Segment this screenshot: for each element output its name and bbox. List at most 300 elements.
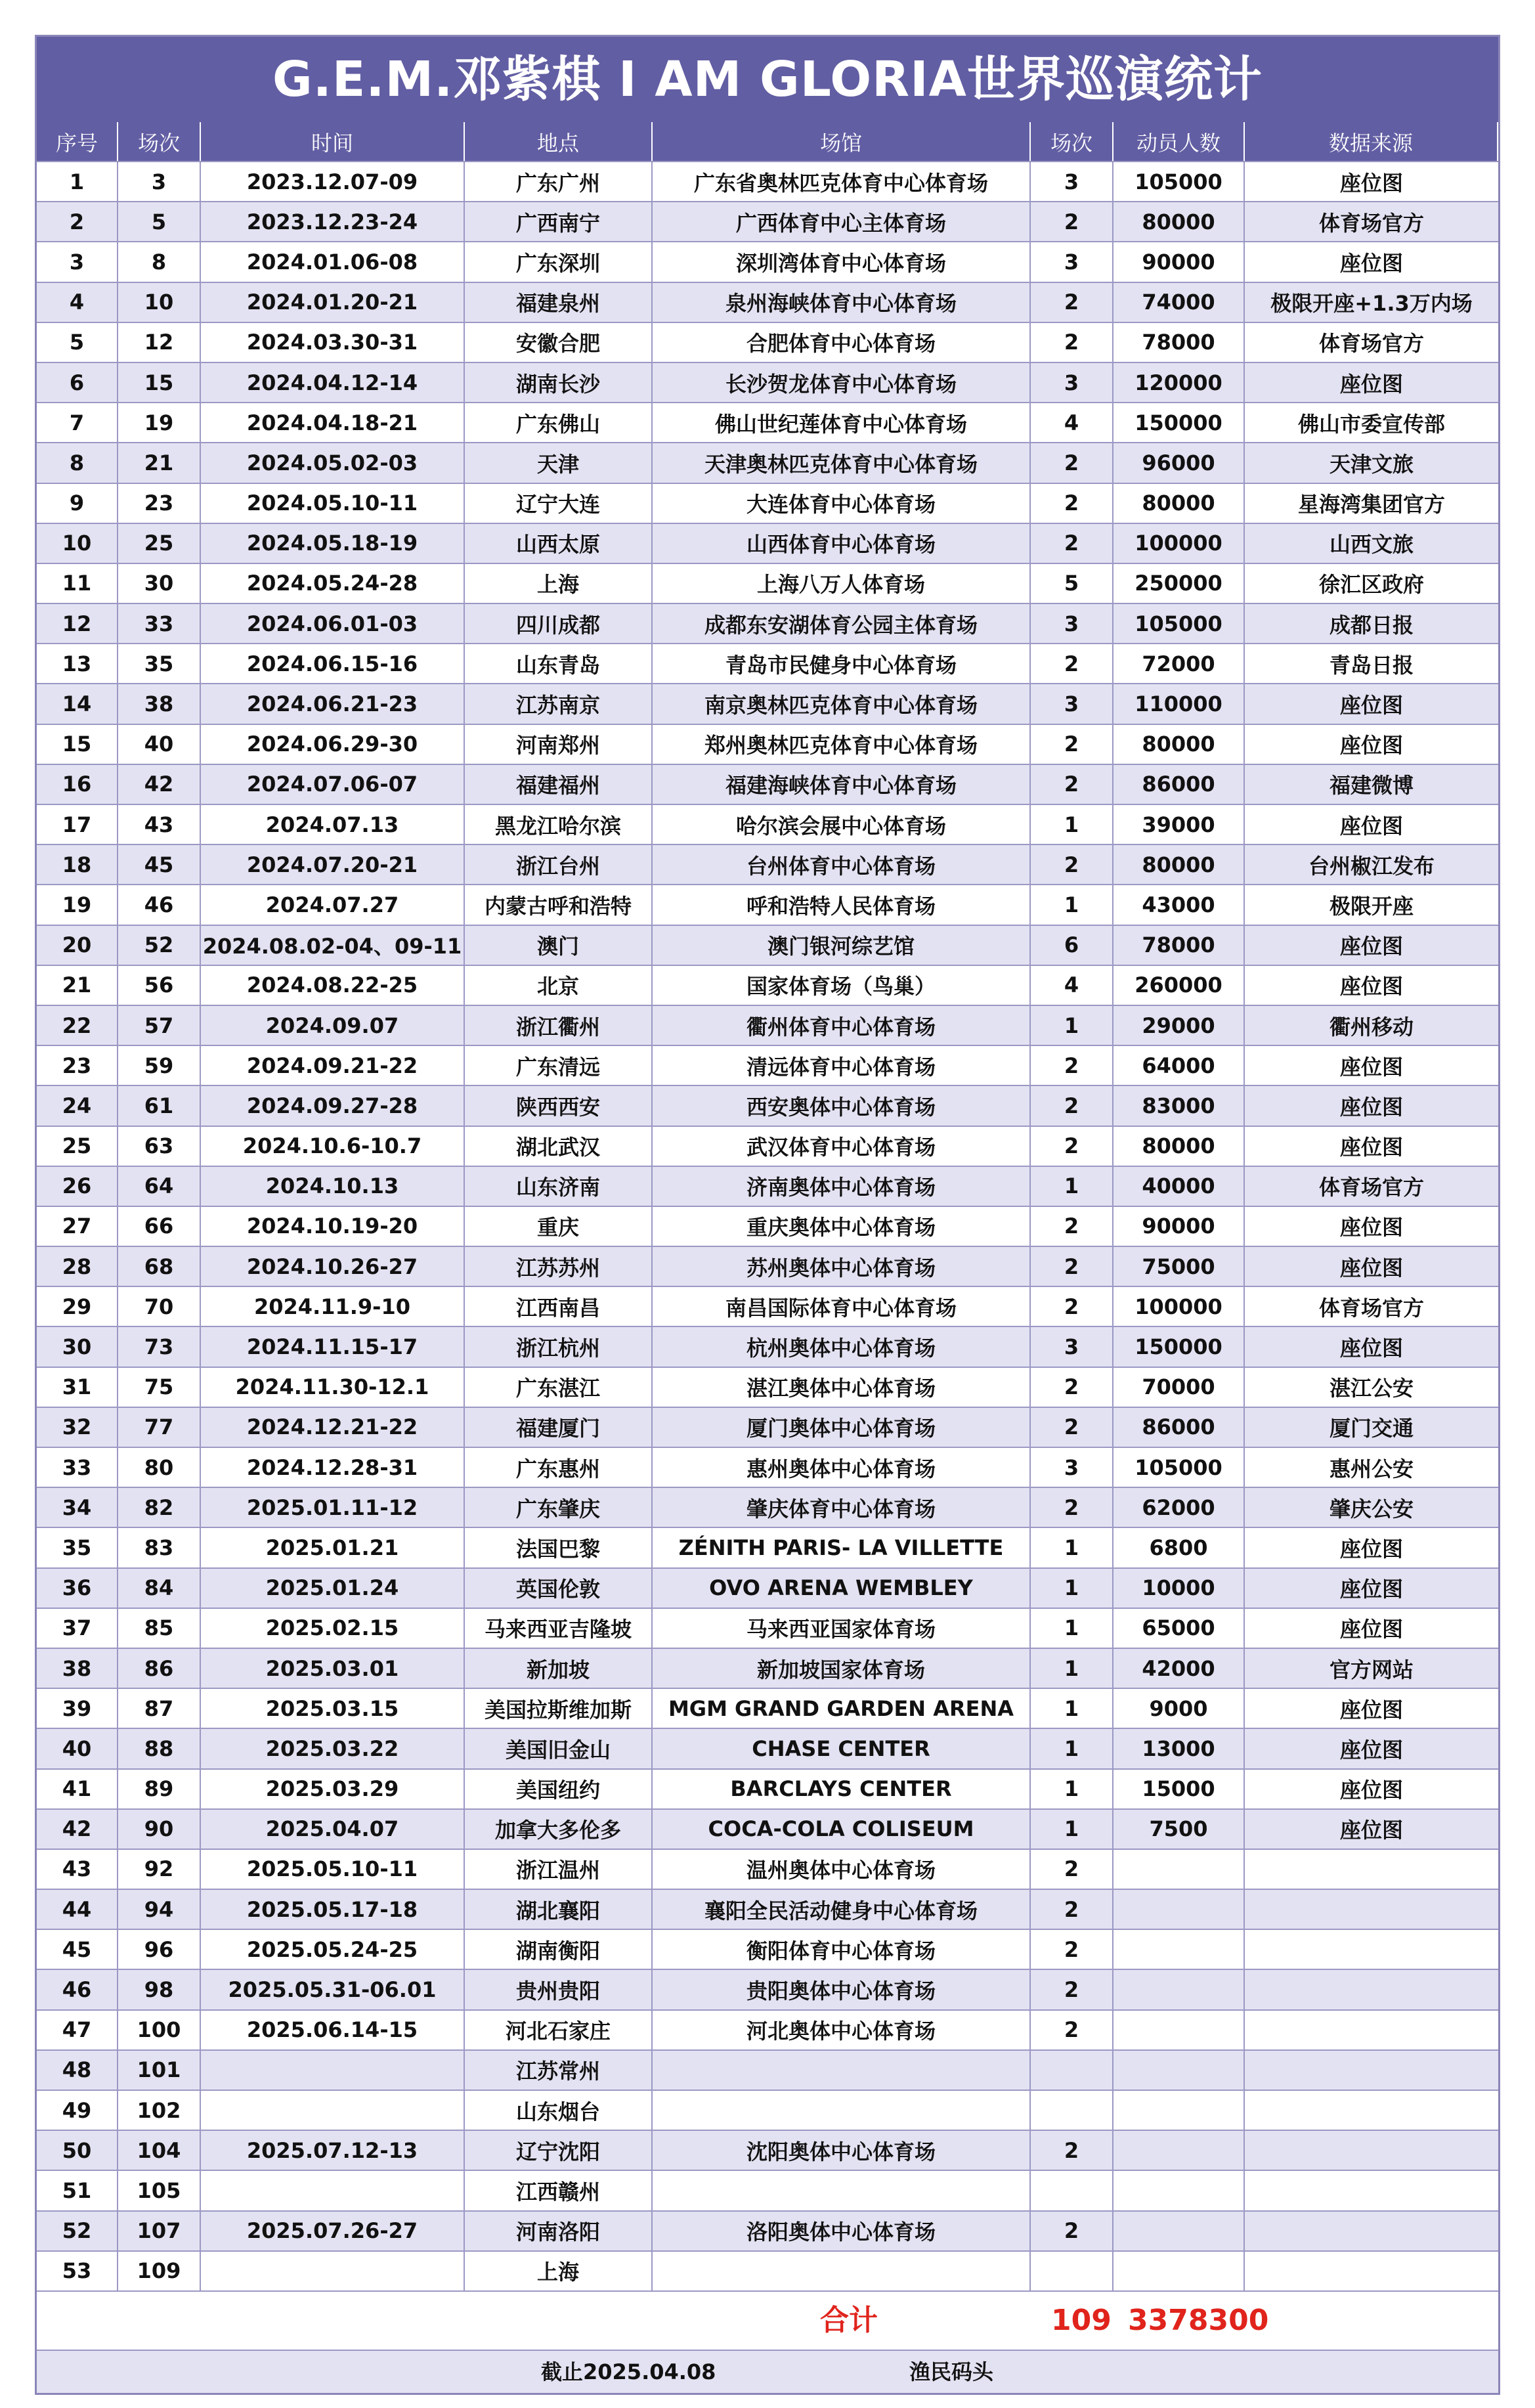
cell-index: 35 bbox=[37, 1528, 118, 1567]
cell-date: 2025.01.11-12 bbox=[201, 1488, 465, 1527]
cell-date: 2024.06.01-03 bbox=[201, 604, 465, 643]
cell-index: 29 bbox=[37, 1287, 118, 1326]
cell-show-number: 89 bbox=[118, 1770, 201, 1808]
cell-show-number: 19 bbox=[118, 403, 201, 442]
cell-venue: 合肥体育中心体育场 bbox=[653, 323, 1031, 362]
cell-source: 座位图 bbox=[1339, 934, 1403, 959]
cell-location: 内蒙古呼和浩特 bbox=[465, 885, 653, 924]
cell-shows: 1 bbox=[1031, 1729, 1113, 1768]
cell-index: 37 bbox=[37, 1609, 118, 1648]
cell-date: 2025.03.15 bbox=[201, 1689, 465, 1728]
cell-index: 17 bbox=[37, 805, 118, 844]
cell-date: 2024.07.13 bbox=[201, 805, 465, 844]
table-row bbox=[37, 1166, 1498, 1206]
table-row bbox=[37, 362, 1498, 402]
cell-date: 2024.09.07 bbox=[201, 1006, 465, 1045]
cell-date bbox=[201, 2091, 465, 2130]
cell-index: 22 bbox=[37, 1006, 118, 1045]
cell-shows: 2 bbox=[1031, 323, 1113, 362]
table-header-row bbox=[37, 122, 1498, 161]
cell-index: 45 bbox=[37, 1930, 118, 1969]
cell-location: 湖南衡阳 bbox=[465, 1930, 653, 1969]
cell-index: 52 bbox=[37, 2212, 118, 2250]
cell-shows: 3 bbox=[1031, 1448, 1113, 1487]
cell-show-number: 77 bbox=[118, 1408, 201, 1447]
cell-show-number: 73 bbox=[118, 1327, 201, 1366]
table-row bbox=[37, 1728, 1498, 1768]
table-row bbox=[37, 1969, 1498, 2009]
cell-location: 福建泉州 bbox=[465, 283, 653, 322]
cell-shows: 2 bbox=[1031, 202, 1113, 241]
cell-attendance: 150000 bbox=[1113, 403, 1245, 442]
cell-attendance bbox=[1113, 2051, 1245, 2090]
cell-show-number: 10 bbox=[118, 283, 201, 322]
cell-source: 座位图 bbox=[1339, 1778, 1403, 1803]
cell-date: 2024.05.10-11 bbox=[201, 484, 465, 523]
cell-venue: COCA-COLA COLISEUM bbox=[653, 1810, 1031, 1849]
cell-shows: 1 bbox=[1031, 1528, 1113, 1567]
cell-index: 7 bbox=[37, 403, 118, 442]
table-row bbox=[37, 965, 1498, 1005]
cell-source: 衢州移动 bbox=[1329, 1014, 1414, 1040]
cell-location: 山东青岛 bbox=[465, 644, 653, 683]
cell-venue: 郑州奥林匹克体育中心体育场 bbox=[653, 725, 1031, 764]
cell-show-number: 86 bbox=[118, 1649, 201, 1688]
cell-location: 广西南宁 bbox=[465, 202, 653, 241]
cell-show-number: 63 bbox=[118, 1127, 201, 1166]
cell-shows: 2 bbox=[1031, 1287, 1113, 1326]
table-row bbox=[37, 1126, 1498, 1166]
cell-shows: 1 bbox=[1031, 1569, 1113, 1608]
cell-shows: 3 bbox=[1031, 162, 1113, 201]
cell-source: 座位图 bbox=[1339, 1054, 1403, 1080]
cell-attendance: 260000 bbox=[1113, 966, 1245, 1005]
cell-show-number: 59 bbox=[118, 1046, 201, 1085]
cell-venue: 苏州奥体中心体育场 bbox=[653, 1247, 1031, 1286]
cell-show-number: 82 bbox=[118, 1488, 201, 1527]
cell-source: 座位图 bbox=[1339, 813, 1403, 839]
cell-shows bbox=[1031, 2091, 1113, 2130]
cell-date: 2024.04.12-14 bbox=[201, 363, 465, 402]
cell-location: 美国旧金山 bbox=[465, 1729, 653, 1768]
cell-index: 21 bbox=[37, 966, 118, 1005]
cell-venue: 衢州体育中心体育场 bbox=[653, 1006, 1031, 1045]
cell-source: 厦门交通 bbox=[1329, 1416, 1414, 1441]
cell-source: 山西文旅 bbox=[1329, 532, 1414, 558]
cell-attendance: 9000 bbox=[1113, 1689, 1245, 1728]
cell-attendance: 100000 bbox=[1113, 524, 1245, 563]
cell-source: 福建微博 bbox=[1329, 773, 1414, 799]
table-row bbox=[37, 2170, 1498, 2210]
cell-show-number: 43 bbox=[118, 805, 201, 844]
cell-location: 浙江杭州 bbox=[465, 1327, 653, 1366]
cell-date: 2024.01.20-21 bbox=[201, 283, 465, 322]
cell-location: 江苏苏州 bbox=[465, 1247, 653, 1286]
cell-source bbox=[1245, 1970, 1498, 2009]
cell-show-number: 87 bbox=[118, 1689, 201, 1728]
cell-attendance: 62000 bbox=[1113, 1488, 1245, 1527]
cell-venue: 河北奥体中心体育场 bbox=[653, 2011, 1031, 2049]
cell-date: 2024.10.13 bbox=[201, 1167, 465, 1206]
cell-source bbox=[1245, 2252, 1498, 2290]
cell-venue: 武汉体育中心体育场 bbox=[653, 1127, 1031, 1166]
cell-shows: 3 bbox=[1031, 363, 1113, 402]
cell-source: 体育场官方 bbox=[1318, 1175, 1424, 1200]
cell-source bbox=[1245, 2091, 1498, 2130]
table-body bbox=[37, 161, 1498, 2290]
cell-shows: 2 bbox=[1031, 765, 1113, 804]
cell-attendance: 72000 bbox=[1113, 644, 1245, 683]
cell-show-number: 57 bbox=[118, 1006, 201, 1045]
cell-date: 2024.10.26-27 bbox=[201, 1247, 465, 1286]
cell-show-number: 40 bbox=[118, 725, 201, 764]
cell-date: 2024.07.20-21 bbox=[201, 845, 465, 884]
cell-location: 法国巴黎 bbox=[465, 1528, 653, 1567]
cell-date bbox=[201, 2252, 465, 2290]
cell-location: 广东清远 bbox=[465, 1046, 653, 1085]
cell-location: 湖北武汉 bbox=[465, 1127, 653, 1166]
header-show-number: 场次 bbox=[118, 122, 201, 161]
cell-source bbox=[1245, 1930, 1498, 1969]
cell-show-number: 8 bbox=[118, 242, 201, 281]
cell-index: 11 bbox=[37, 564, 118, 603]
cell-shows: 3 bbox=[1031, 684, 1113, 723]
cell-location: 重庆 bbox=[465, 1207, 653, 1246]
cell-show-number: 101 bbox=[118, 2051, 201, 2090]
cell-venue: 西安奥体中心体育场 bbox=[653, 1086, 1031, 1125]
cell-shows: 3 bbox=[1031, 1327, 1113, 1366]
cell-venue: 新加坡国家体育场 bbox=[653, 1649, 1031, 1688]
table-row bbox=[37, 1768, 1498, 1808]
cell-show-number: 70 bbox=[118, 1287, 201, 1326]
cell-source bbox=[1245, 2171, 1498, 2210]
cell-source bbox=[1245, 2051, 1498, 2090]
cell-source: 惠州公安 bbox=[1329, 1456, 1414, 1481]
cell-shows: 2 bbox=[1031, 283, 1113, 322]
cell-index: 24 bbox=[37, 1086, 118, 1125]
cell-venue: 济南奥体中心体育场 bbox=[653, 1167, 1031, 1206]
cell-attendance bbox=[1113, 2091, 1245, 2130]
cell-source bbox=[1245, 1890, 1498, 1929]
cell-show-number: 98 bbox=[118, 1970, 201, 2009]
cell-index: 3 bbox=[37, 242, 118, 281]
cell-location: 广东深圳 bbox=[465, 242, 653, 281]
cell-date: 2024.07.06-07 bbox=[201, 765, 465, 804]
cell-venue: 南昌国际体育中心体育场 bbox=[653, 1287, 1031, 1326]
cell-show-number: 30 bbox=[118, 564, 201, 603]
cell-shows: 4 bbox=[1031, 403, 1113, 442]
cell-show-number: 66 bbox=[118, 1207, 201, 1246]
cell-venue: 重庆奥体中心体育场 bbox=[653, 1207, 1031, 1246]
cell-location: 马来西亚吉隆坡 bbox=[465, 1609, 653, 1648]
cell-show-number: 96 bbox=[118, 1930, 201, 1969]
cell-attendance: 42000 bbox=[1113, 1649, 1245, 1688]
cell-venue: 湛江奥体中心体育场 bbox=[653, 1368, 1031, 1407]
cell-shows: 2 bbox=[1031, 1488, 1113, 1527]
cell-index: 39 bbox=[37, 1689, 118, 1728]
cell-source: 座位图 bbox=[1339, 1336, 1403, 1361]
cell-attendance: 80000 bbox=[1113, 725, 1245, 764]
cell-source: 座位图 bbox=[1339, 974, 1403, 999]
cell-venue: 呼和浩特人民体育场 bbox=[653, 885, 1031, 924]
cell-index: 33 bbox=[37, 1448, 118, 1487]
cell-source: 官方网站 bbox=[1329, 1657, 1414, 1682]
cell-location: 美国拉斯维加斯 bbox=[465, 1689, 653, 1728]
cell-source bbox=[1245, 2131, 1498, 2170]
table-row bbox=[37, 683, 1498, 723]
cell-index: 53 bbox=[37, 2252, 118, 2290]
cell-source bbox=[1245, 2011, 1498, 2049]
footer-author: 渔民码头 bbox=[909, 2359, 994, 2384]
cell-location: 辽宁大连 bbox=[465, 484, 653, 523]
cell-date: 2025.02.15 bbox=[201, 1609, 465, 1648]
cell-shows: 2 bbox=[1031, 1890, 1113, 1929]
cell-shows: 1 bbox=[1031, 1689, 1113, 1728]
cell-attendance bbox=[1113, 2252, 1245, 2290]
cell-shows: 1 bbox=[1031, 805, 1113, 844]
cell-venue: 马来西亚国家体育场 bbox=[653, 1609, 1031, 1648]
cell-location: 陕西西安 bbox=[465, 1086, 653, 1125]
cell-show-number: 94 bbox=[118, 1890, 201, 1929]
cell-source: 成都日报 bbox=[1329, 612, 1414, 638]
cell-location: 贵州贵阳 bbox=[465, 1970, 653, 2009]
cell-source: 青岛日报 bbox=[1329, 652, 1414, 678]
cell-location: 江苏常州 bbox=[465, 2051, 653, 2090]
cell-date: 2025.06.14-15 bbox=[201, 2011, 465, 2049]
cell-source: 极限开座+1.3万内场 bbox=[1270, 291, 1473, 317]
table-row bbox=[37, 643, 1498, 683]
cell-venue: BARCLAYS CENTER bbox=[653, 1770, 1031, 1808]
cell-attendance: 96000 bbox=[1113, 443, 1245, 482]
cell-index: 36 bbox=[37, 1569, 118, 1608]
cell-date: 2025.07.12-13 bbox=[201, 2131, 465, 2170]
cell-attendance: 75000 bbox=[1113, 1247, 1245, 1286]
cell-attendance bbox=[1113, 1970, 1245, 2009]
table-row bbox=[37, 2009, 1498, 2049]
cell-index: 46 bbox=[37, 1970, 118, 2009]
table-row bbox=[37, 1286, 1498, 1326]
cell-index: 2 bbox=[37, 202, 118, 241]
cell-show-number: 104 bbox=[118, 2131, 201, 2170]
table-row bbox=[37, 2210, 1498, 2250]
cell-date: 2025.05.17-18 bbox=[201, 1890, 465, 1929]
footer-row bbox=[37, 2350, 1498, 2393]
cell-venue: 国家体育场（鸟巢） bbox=[653, 966, 1031, 1005]
table-row bbox=[37, 1808, 1498, 1849]
cell-venue: 上海八万人体育场 bbox=[653, 564, 1031, 603]
cell-source: 肇庆公安 bbox=[1329, 1496, 1414, 1521]
table-row bbox=[37, 925, 1498, 965]
cell-index: 32 bbox=[37, 1408, 118, 1447]
cell-venue: 青岛市民健身中心体育场 bbox=[653, 644, 1031, 683]
cell-attendance bbox=[1113, 1850, 1245, 1889]
cell-show-number: 42 bbox=[118, 765, 201, 804]
cell-location: 广东湛江 bbox=[465, 1368, 653, 1407]
cell-show-number: 68 bbox=[118, 1247, 201, 1286]
cell-location: 安徽合肥 bbox=[465, 323, 653, 362]
cell-location: 加拿大多伦多 bbox=[465, 1810, 653, 1849]
cell-source: 天津文旅 bbox=[1329, 451, 1414, 477]
cell-index: 30 bbox=[37, 1327, 118, 1366]
table-row bbox=[37, 2130, 1498, 2170]
cell-date: 2024.05.24-28 bbox=[201, 564, 465, 603]
cell-shows: 5 bbox=[1031, 564, 1113, 603]
cell-index: 16 bbox=[37, 765, 118, 804]
cell-venue: OVO ARENA WEMBLEY bbox=[653, 1569, 1031, 1608]
cell-venue: 肇庆体育中心体育场 bbox=[653, 1488, 1031, 1527]
table-row bbox=[37, 1045, 1498, 1085]
cell-show-number: 5 bbox=[118, 202, 201, 241]
cell-venue: 长沙贺龙体育中心体育场 bbox=[653, 363, 1031, 402]
table-row bbox=[37, 1407, 1498, 1447]
cell-shows: 3 bbox=[1031, 242, 1113, 281]
cell-venue: 成都东安湖体育公园主体育场 bbox=[653, 604, 1031, 643]
cell-date: 2024.06.21-23 bbox=[201, 684, 465, 723]
cell-source: 座位图 bbox=[1339, 1215, 1403, 1240]
footer-as-of: 截止2025.04.08 bbox=[541, 2359, 716, 2384]
cell-index: 5 bbox=[37, 323, 118, 362]
cell-source: 湛江公安 bbox=[1329, 1376, 1414, 1401]
cell-location: 江苏南京 bbox=[465, 684, 653, 723]
table-row bbox=[37, 563, 1498, 603]
cell-venue: 广东省奥林匹克体育中心体育场 bbox=[653, 162, 1031, 201]
cell-source: 徐汇区政府 bbox=[1318, 572, 1424, 598]
cell-show-number: 107 bbox=[118, 2212, 201, 2250]
cell-location: 山西太原 bbox=[465, 524, 653, 563]
cell-attendance: 105000 bbox=[1113, 604, 1245, 643]
cell-show-number: 61 bbox=[118, 1086, 201, 1125]
cell-venue: 台州体育中心体育场 bbox=[653, 845, 1031, 884]
cell-location: 福建福州 bbox=[465, 765, 653, 804]
cell-venue: 澳门银河综艺馆 bbox=[653, 926, 1031, 965]
table-row bbox=[37, 1085, 1498, 1125]
cell-shows: 2 bbox=[1031, 725, 1113, 764]
cell-index: 49 bbox=[37, 2091, 118, 2130]
cell-shows: 2 bbox=[1031, 2011, 1113, 2049]
cell-venue: 杭州奥体中心体育场 bbox=[653, 1327, 1031, 1366]
cell-location: 河北石家庄 bbox=[465, 2011, 653, 2049]
table-row bbox=[37, 1206, 1498, 1246]
cell-show-number: 3 bbox=[118, 162, 201, 201]
cell-shows: 2 bbox=[1031, 1930, 1113, 1969]
table-row bbox=[37, 2090, 1498, 2130]
table-row bbox=[37, 201, 1498, 241]
header-index: 序号 bbox=[37, 122, 118, 161]
table-row bbox=[37, 1889, 1498, 1929]
cell-index: 10 bbox=[37, 524, 118, 563]
cell-attendance: 100000 bbox=[1113, 1287, 1245, 1326]
cell-shows: 1 bbox=[1031, 1006, 1113, 1045]
cell-venue: 清远体育中心体育场 bbox=[653, 1046, 1031, 1085]
cell-source: 座位图 bbox=[1339, 1255, 1403, 1281]
cell-date: 2024.11.9-10 bbox=[201, 1287, 465, 1326]
cell-venue: 佛山世纪莲体育中心体育场 bbox=[653, 403, 1031, 442]
table-row bbox=[37, 241, 1498, 281]
cell-attendance: 105000 bbox=[1113, 1448, 1245, 1487]
cell-date: 2025.01.21 bbox=[201, 1528, 465, 1567]
table-row bbox=[37, 804, 1498, 844]
cell-location: 湖北襄阳 bbox=[465, 1890, 653, 1929]
cell-shows: 2 bbox=[1031, 644, 1113, 683]
cell-source: 座位图 bbox=[1339, 733, 1403, 758]
cell-venue: 广西体育中心主体育场 bbox=[653, 202, 1031, 241]
cell-shows: 4 bbox=[1031, 966, 1113, 1005]
cell-attendance: 80000 bbox=[1113, 484, 1245, 523]
cell-attendance bbox=[1113, 2131, 1245, 2170]
cell-source: 座位图 bbox=[1339, 1135, 1403, 1160]
table-row bbox=[37, 1849, 1498, 1889]
cell-venue: 襄阳全民活动健身中心体育场 bbox=[653, 1890, 1031, 1929]
cell-index: 13 bbox=[37, 644, 118, 683]
cell-location: 广东肇庆 bbox=[465, 1488, 653, 1527]
cell-shows: 2 bbox=[1031, 2131, 1113, 2170]
cell-location: 英国伦敦 bbox=[465, 1569, 653, 1608]
cell-shows: 2 bbox=[1031, 524, 1113, 563]
cell-index: 1 bbox=[37, 162, 118, 201]
table-row bbox=[37, 1648, 1498, 1688]
cell-attendance: 86000 bbox=[1113, 1408, 1245, 1447]
cell-date bbox=[201, 2051, 465, 2090]
cell-index: 48 bbox=[37, 2051, 118, 2090]
cell-date: 2025.07.26-27 bbox=[201, 2212, 465, 2250]
cell-location: 辽宁沈阳 bbox=[465, 2131, 653, 2170]
cell-shows: 2 bbox=[1031, 1127, 1113, 1166]
cell-shows: 2 bbox=[1031, 1970, 1113, 2009]
cell-source bbox=[1245, 1850, 1498, 1889]
cell-show-number: 21 bbox=[118, 443, 201, 482]
cell-location: 浙江台州 bbox=[465, 845, 653, 884]
cell-venue: 泉州海峡体育中心体育场 bbox=[653, 283, 1031, 322]
header-attendance: 动员人数 bbox=[1113, 122, 1245, 161]
cell-date bbox=[201, 2171, 465, 2210]
table-row bbox=[37, 1527, 1498, 1567]
cell-attendance: 10000 bbox=[1113, 1569, 1245, 1608]
cell-source: 座位图 bbox=[1339, 1737, 1403, 1762]
table-row bbox=[37, 282, 1498, 322]
cell-location: 北京 bbox=[465, 966, 653, 1005]
cell-shows: 1 bbox=[1031, 1810, 1113, 1849]
cell-location: 广东广州 bbox=[465, 162, 653, 201]
cell-show-number: 64 bbox=[118, 1167, 201, 1206]
cell-venue: 贵阳奥体中心体育场 bbox=[653, 1970, 1031, 2009]
cell-attendance bbox=[1113, 2212, 1245, 2250]
cell-date: 2023.12.23-24 bbox=[201, 202, 465, 241]
cell-attendance: 90000 bbox=[1113, 1207, 1245, 1246]
cell-date: 2024.06.15-16 bbox=[201, 644, 465, 683]
cell-source: 座位图 bbox=[1339, 693, 1403, 718]
table-row bbox=[37, 442, 1498, 482]
cell-attendance: 78000 bbox=[1113, 926, 1245, 965]
cell-shows: 1 bbox=[1031, 1770, 1113, 1808]
cell-venue: MGM GRAND GARDEN ARENA bbox=[653, 1689, 1031, 1728]
cell-shows: 3 bbox=[1031, 604, 1113, 643]
cell-source: 座位图 bbox=[1339, 1094, 1403, 1120]
cell-index: 20 bbox=[37, 926, 118, 965]
cell-attendance: 7500 bbox=[1113, 1810, 1245, 1849]
cell-attendance: 29000 bbox=[1113, 1006, 1245, 1045]
cell-shows bbox=[1031, 2252, 1113, 2290]
cell-source: 座位图 bbox=[1339, 170, 1403, 196]
table-row bbox=[37, 402, 1498, 442]
cell-show-number: 90 bbox=[118, 1810, 201, 1849]
cell-attendance: 90000 bbox=[1113, 242, 1245, 281]
table-title: G.E.M.邓紫棋 I AM GLORIA世界巡演统计 bbox=[37, 37, 1498, 122]
cell-source: 极限开座 bbox=[1329, 893, 1414, 919]
cell-location: 广东惠州 bbox=[465, 1448, 653, 1487]
cell-source: 座位图 bbox=[1339, 1577, 1403, 1602]
cell-index: 18 bbox=[37, 845, 118, 884]
cell-date: 2024.10.19-20 bbox=[201, 1207, 465, 1246]
